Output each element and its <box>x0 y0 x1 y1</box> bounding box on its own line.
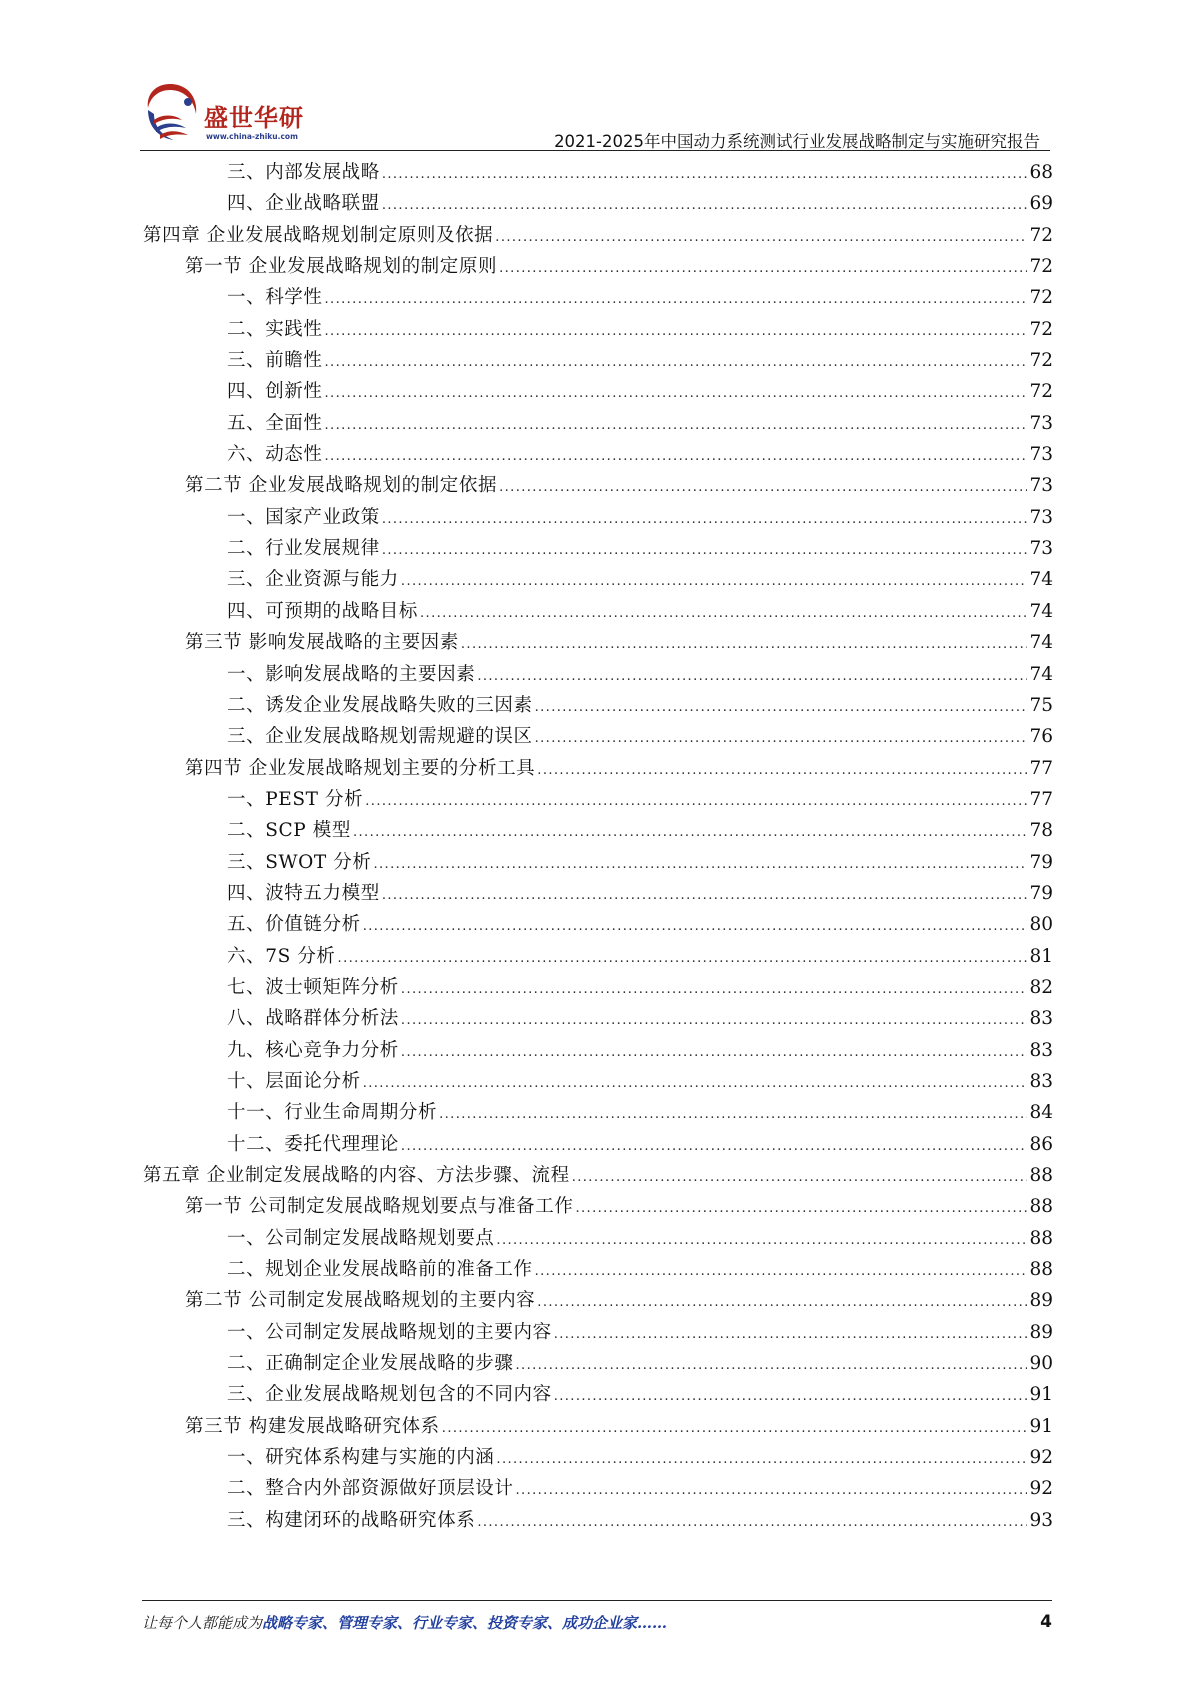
toc-entry-page: 83 <box>1029 1008 1053 1030</box>
toc-entry-page: 73 <box>1029 412 1053 434</box>
toc-entry-title: 一、影响发展战略的主要因素 <box>227 663 476 685</box>
toc-entry-page: 73 <box>1029 506 1053 528</box>
toc-entry-page: 68 <box>1029 162 1053 183</box>
toc-entry[interactable] <box>143 439 1053 470</box>
toc-leader-dots <box>537 1287 1027 1318</box>
page-footer <box>142 1612 1052 1636</box>
toc-entry[interactable] <box>143 1254 1053 1285</box>
toc-entry-page: 84 <box>1029 1102 1053 1124</box>
toc-entry-page: 78 <box>1029 820 1053 842</box>
toc-entry[interactable] <box>143 408 1053 439</box>
footer-slogan-roles: 战略专家、管理专家、行业专家、投资专家、成功企业家…… <box>262 1614 668 1632</box>
toc-leader-dots <box>401 566 1028 597</box>
toc-entry-page: 77 <box>1029 757 1053 779</box>
toc-entry-title: 一、PEST 分析 <box>227 788 364 810</box>
toc-entry-title: 二、诱发企业发展战略失败的三因素 <box>227 694 533 716</box>
toc-entry-title: 一、科学性 <box>227 287 323 309</box>
toc-entry-title: 十二、委托代理理论 <box>227 1133 399 1155</box>
page-number: 4 <box>1040 1612 1052 1632</box>
toc-entry-page: 76 <box>1029 726 1053 748</box>
toc-leader-dots <box>516 1475 1028 1506</box>
toc-entry-title: 八、战略群体分析法 <box>227 1008 399 1030</box>
toc-entry-title: 一、研究体系构建与实施的内涵 <box>227 1447 495 1469</box>
toc-entry-page: 89 <box>1029 1321 1053 1343</box>
toc-entry-page: 83 <box>1029 1070 1053 1092</box>
toc-leader-dots <box>382 880 1028 911</box>
toc-entry[interactable] <box>143 941 1053 972</box>
toc-entry-title: 二、实践性 <box>227 318 323 340</box>
toc-leader-dots <box>325 410 1028 441</box>
toc-entry-page: 79 <box>1029 882 1053 904</box>
toc-entry-page: 91 <box>1029 1415 1053 1437</box>
toc-leader-dots <box>461 629 1028 660</box>
toc-leader-dots <box>365 786 1027 817</box>
toc-entry-page: 77 <box>1029 788 1053 810</box>
toc-entry-title: 第二节 企业发展战略规划的制定依据 <box>185 475 498 497</box>
toc-entry-page: 72 <box>1029 350 1053 372</box>
table-of-contents <box>143 157 1053 1536</box>
toc-leader-dots <box>535 1256 1028 1287</box>
toc-entry-page: 89 <box>1029 1290 1053 1312</box>
toc-entry-title: 六、7S 分析 <box>227 945 336 967</box>
toc-entry-page: 73 <box>1029 444 1053 466</box>
toc-entry-page: 74 <box>1029 569 1053 591</box>
toc-entry-title: 三、内部发展战略 <box>227 162 380 183</box>
toc-entry-page: 88 <box>1029 1165 1053 1186</box>
toc-leader-dots <box>353 817 1027 848</box>
toc-leader-dots <box>537 755 1027 786</box>
toc-entry-title: 二、SCP 模型 <box>227 820 351 842</box>
toc-leader-dots <box>496 1225 1027 1256</box>
toc-entry-title: 二、行业发展规律 <box>227 538 380 560</box>
toc-entry[interactable] <box>143 815 1053 846</box>
toc-entry-page: 91 <box>1029 1384 1053 1406</box>
toc-leader-dots <box>325 284 1028 315</box>
toc-entry-title: 六、动态性 <box>227 444 323 466</box>
toc-entry[interactable] <box>143 627 1053 658</box>
toc-entry[interactable] <box>143 1066 1053 1097</box>
toc-leader-dots <box>499 472 1027 503</box>
toc-leader-dots <box>572 1162 1028 1193</box>
toc-leader-dots <box>325 347 1028 378</box>
toc-entry[interactable] <box>143 1035 1053 1066</box>
toc-leader-dots <box>382 535 1028 566</box>
toc-entry[interactable] <box>143 564 1053 595</box>
toc-leader-dots <box>401 974 1028 1005</box>
toc-entry-page: 72 <box>1029 318 1053 340</box>
toc-entry[interactable] <box>143 1003 1053 1034</box>
toc-entry-title: 七、波士顿矩阵分析 <box>227 976 399 998</box>
toc-leader-dots <box>401 1037 1028 1068</box>
toc-leader-dots <box>382 504 1028 535</box>
toc-entry[interactable] <box>143 596 1053 627</box>
toc-entry[interactable] <box>143 784 1053 815</box>
toc-entry-page: 86 <box>1029 1133 1053 1155</box>
toc-entry[interactable] <box>143 282 1053 313</box>
toc-entry-title: 三、企业发展战略规划需规避的误区 <box>227 726 533 748</box>
toc-leader-dots <box>477 1507 1027 1538</box>
toc-entry-page: 88 <box>1029 1259 1053 1281</box>
toc-leader-dots <box>325 316 1028 347</box>
toc-leader-dots <box>516 1350 1028 1381</box>
toc-leader-dots <box>496 1444 1027 1475</box>
toc-entry-page: 93 <box>1029 1509 1053 1531</box>
toc-entry-page: 75 <box>1029 694 1053 716</box>
toc-entry[interactable] <box>143 1505 1053 1536</box>
toc-entry[interactable] <box>143 502 1053 533</box>
toc-entry-page: 90 <box>1029 1353 1053 1375</box>
toc-entry-title: 第二节 公司制定发展战略规划的主要内容 <box>185 1290 536 1312</box>
toc-entry[interactable] <box>143 376 1053 407</box>
report-title: 2021-2025年中国动力系统测试行业发展战略制定与实施研究报告 <box>554 132 1040 151</box>
toc-entry-title: 第三节 构建发展战略研究体系 <box>185 1415 440 1437</box>
toc-entry-page: 88 <box>1029 1196 1053 1218</box>
toc-entry-title: 第一节 公司制定发展战略规划要点与准备工作 <box>185 1196 574 1218</box>
toc-entry-title: 四、创新性 <box>227 381 323 403</box>
toc-entry[interactable] <box>143 1097 1053 1128</box>
toc-entry-title: 三、企业资源与能力 <box>227 569 399 591</box>
toc-leader-dots <box>442 1413 1028 1444</box>
header-divider <box>140 150 1050 151</box>
toc-entry-title: 二、规划企业发展战略前的准备工作 <box>227 1259 533 1281</box>
toc-entry[interactable] <box>143 470 1053 501</box>
toc-entry[interactable] <box>143 847 1053 878</box>
toc-entry-page: 72 <box>1029 224 1053 246</box>
toc-entry-title: 四、可预期的战略目标 <box>227 600 419 622</box>
footer-slogan-lead: 让每个人都能成为 <box>142 1614 263 1632</box>
toc-entry[interactable] <box>143 1348 1053 1379</box>
toc-leader-dots <box>499 253 1027 284</box>
toc-leader-dots <box>382 190 1028 221</box>
toc-entry[interactable] <box>143 753 1053 784</box>
company-logo <box>140 80 310 150</box>
toc-leader-dots <box>373 849 1027 880</box>
toc-entry-title: 五、全面性 <box>227 412 323 434</box>
toc-entry[interactable] <box>143 1442 1053 1473</box>
toc-entry-title: 第四章 企业发展战略规划制定原则及依据 <box>143 224 494 246</box>
toc-entry-page: 74 <box>1029 663 1053 685</box>
footer-divider <box>142 1600 1052 1601</box>
toc-entry-title: 五、价值链分析 <box>227 914 361 936</box>
toc-entry-title: 四、企业战略联盟 <box>227 193 380 215</box>
globe-book-logo-icon <box>140 80 200 150</box>
toc-leader-dots <box>439 1099 1027 1130</box>
toc-leader-dots <box>495 222 1027 253</box>
toc-entry[interactable] <box>143 1411 1053 1442</box>
toc-leader-dots <box>554 1319 1028 1350</box>
toc-leader-dots <box>554 1381 1028 1412</box>
toc-entry-title: 三、构建闭环的战略研究体系 <box>227 1509 476 1531</box>
toc-entry[interactable] <box>143 1160 1053 1191</box>
toc-entry-title: 第三节 影响发展战略的主要因素 <box>185 632 459 654</box>
toc-entry-title: 二、正确制定企业发展战略的步骤 <box>227 1353 514 1375</box>
toc-leader-dots <box>338 943 1028 974</box>
toc-entry-title: 第四节 企业发展战略规划主要的分析工具 <box>185 757 536 779</box>
toc-leader-dots <box>477 661 1027 692</box>
toc-entry[interactable] <box>143 659 1053 690</box>
toc-leader-dots <box>325 378 1028 409</box>
toc-entry-page: 88 <box>1029 1227 1053 1249</box>
logo-url: www.china-zhiku.com <box>206 132 298 141</box>
toc-entry-title: 一、公司制定发展战略规划的主要内容 <box>227 1321 552 1343</box>
toc-entry-page: 92 <box>1029 1478 1053 1500</box>
toc-leader-dots <box>535 692 1028 723</box>
toc-leader-dots <box>575 1193 1027 1224</box>
toc-entry[interactable] <box>143 1473 1053 1504</box>
toc-entry[interactable] <box>143 533 1053 564</box>
toc-entry-page: 72 <box>1029 381 1053 403</box>
toc-entry[interactable] <box>143 721 1053 752</box>
toc-entry-title: 九、核心竞争力分析 <box>227 1039 399 1061</box>
toc-leader-dots <box>401 1131 1028 1162</box>
toc-entry-page: 81 <box>1029 945 1053 967</box>
toc-entry-title: 一、国家产业政策 <box>227 506 380 528</box>
toc-leader-dots <box>363 911 1028 942</box>
toc-entry-page: 83 <box>1029 1039 1053 1061</box>
toc-entry[interactable] <box>143 188 1053 219</box>
logo-name: 盛世华研 <box>204 104 304 132</box>
toc-entry[interactable] <box>143 220 1053 251</box>
toc-entry[interactable] <box>143 1129 1053 1160</box>
footer-slogan <box>142 1612 667 1633</box>
toc-entry[interactable] <box>143 878 1053 909</box>
toc-entry-title: 三、SWOT 分析 <box>227 851 372 873</box>
toc-entry-title: 二、整合内外部资源做好顶层设计 <box>227 1478 514 1500</box>
toc-leader-dots <box>363 1068 1028 1099</box>
toc-entry-title: 四、波特五力模型 <box>227 882 380 904</box>
toc-entry[interactable] <box>143 251 1053 282</box>
toc-entry[interactable] <box>143 345 1053 376</box>
toc-entry[interactable] <box>143 1317 1053 1348</box>
toc-entry-title: 十、层面论分析 <box>227 1070 361 1092</box>
toc-entry[interactable] <box>143 314 1053 345</box>
toc-entry-page: 73 <box>1029 538 1053 560</box>
toc-entry-title: 十一、行业生命周期分析 <box>227 1102 438 1124</box>
toc-entry[interactable] <box>143 157 1053 188</box>
toc-entry-page: 72 <box>1029 256 1053 278</box>
toc-entry-page: 72 <box>1029 287 1053 309</box>
toc-entry-page: 69 <box>1029 193 1053 215</box>
toc-entry[interactable] <box>143 1379 1053 1410</box>
toc-entry-page: 74 <box>1029 632 1053 654</box>
toc-entry[interactable] <box>143 909 1053 940</box>
toc-entry-page: 74 <box>1029 600 1053 622</box>
toc-leader-dots <box>382 159 1028 190</box>
toc-leader-dots <box>535 723 1028 754</box>
toc-entry-page: 82 <box>1029 976 1053 998</box>
toc-entry[interactable] <box>143 1191 1053 1222</box>
toc-entry-title: 第五章 企业制定发展战略的内容、方法步骤、流程 <box>143 1165 570 1186</box>
toc-entry-title: 三、前瞻性 <box>227 350 323 372</box>
toc-entry-page: 92 <box>1029 1447 1053 1469</box>
toc-entry[interactable] <box>143 690 1053 721</box>
toc-leader-dots <box>325 441 1028 472</box>
toc-entry[interactable] <box>143 1223 1053 1254</box>
toc-entry[interactable] <box>143 972 1053 1003</box>
toc-leader-dots <box>401 1005 1028 1036</box>
toc-entry-title: 三、企业发展战略规划包含的不同内容 <box>227 1384 552 1406</box>
toc-entry[interactable] <box>143 1285 1053 1316</box>
toc-entry-title: 第一节 企业发展战略规划的制定原则 <box>185 256 498 278</box>
toc-leader-dots <box>420 598 1027 629</box>
toc-entry-title: 一、公司制定发展战略规划要点 <box>227 1227 495 1249</box>
toc-entry-page: 79 <box>1029 851 1053 873</box>
toc-entry-page: 80 <box>1029 914 1053 936</box>
toc-entry-page: 73 <box>1029 475 1053 497</box>
